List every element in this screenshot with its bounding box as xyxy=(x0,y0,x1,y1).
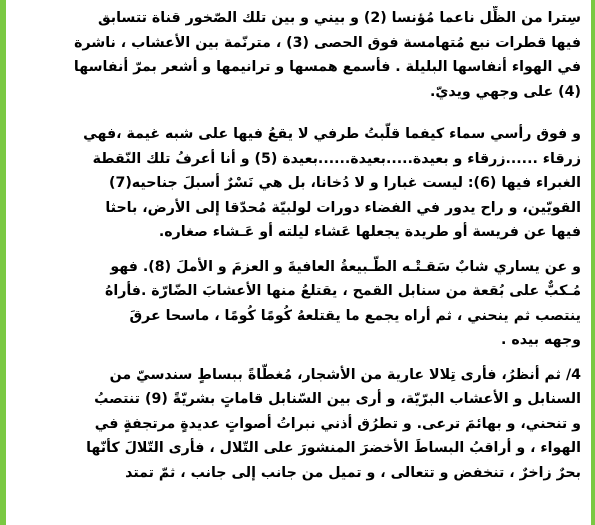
text-line: سِترا من الظِّل ناعما مُؤنسا (2) و بيني و بين تلك الصّخور قناة تتسابق xyxy=(97,10,581,26)
text-line: وجهه بيده . xyxy=(501,332,581,348)
text-line: و عن يساري شابٌ سَقـتْـه الطّـبيعةُ العافيةَ و العزمَ و الأملَ (8). فهو xyxy=(110,258,581,275)
text-line: فيها قطرات نبع مُتهامسة فوق الحصى (3) ، مترنّمة بين الأعشاب ، ناشرة xyxy=(74,34,581,51)
text-line: مُـكبٌّ على بُقعة من سنابل القمح ، يقتلعُ منها الأعشابَ الضّارّة .فأراهُ xyxy=(104,283,581,299)
paragraph-4 xyxy=(16,363,581,486)
text-line: 4/ ثم أنظرُ، فأرى تِلالا عارية من الأشجار، مُغطّاةً ببساطٍ سندسيّ من xyxy=(109,366,581,383)
text-line: القويّين، و راح يدور في الفضاء دورات لولبيّة مُحدّقا إلى الأرض، باحثا xyxy=(105,199,581,216)
paragraph-2 xyxy=(16,122,581,245)
text-line: السنابل و الأعشاب البرّيّة، و أرى بين السّنابل قاماتٍ بشريّةً (9) تنتصبُ xyxy=(94,391,581,407)
paragraph-3 xyxy=(16,255,581,353)
document-body xyxy=(16,6,581,495)
left-border-stripe xyxy=(0,0,6,525)
text-line: زرقاء ......زرقاء و بعيدة.....بعيدة......بعيدة (5) و أنا أعرفُ تلك النّقطة xyxy=(92,150,581,167)
paragraph-1 xyxy=(16,6,581,104)
paragraph-gap xyxy=(16,114,581,122)
text-line: و تنحني، و بهائمَ ترعى. و تطرُق أذني نبراتُ أصواتٍ عديدةٍ مرتجفةٍ في xyxy=(94,415,581,432)
text-line: الهواء ، و أراقبُ البساطَ الأخضرَ المنشورَ على التّلال ، فأرى التّلالَ كأنّها xyxy=(86,440,581,456)
text-line: و فوق رأسي سماء كيفما قلّبتُ طرفي لا يقعُ فيها على شبه غيمة ،فهي xyxy=(83,126,581,142)
text-line: الغبراء فيها (6): ليست غبارا و لا دُخانا، بل هي نَسْرٌ أسبلَ جناحيه(7) xyxy=(108,175,581,191)
right-border-stripe xyxy=(591,0,595,525)
text-line: ينتصب ثم ينحني ، ثم أراه يجمع ما يقتلعهُ كُومًا كُومًا ، ماسحا عرقَ xyxy=(129,307,581,324)
text-line: في الهواء أنفاسها البليلة . فأسمع همسها و ترانيمها و أشعر بمرّ أنفاسها xyxy=(73,59,581,75)
text-line: (4) على وجهي ويديّ. xyxy=(430,83,581,100)
text-line: بحرٌ زاخرٌ ، تنخفض و تتعالى ، و تميل من جانب إلى جانب ، ثمّ تمتد xyxy=(125,464,581,481)
text-line: فيها عن فريسة أو طريدة يجعلها عَشاء ليلته أو عَـشاء صغاره. xyxy=(158,224,581,240)
